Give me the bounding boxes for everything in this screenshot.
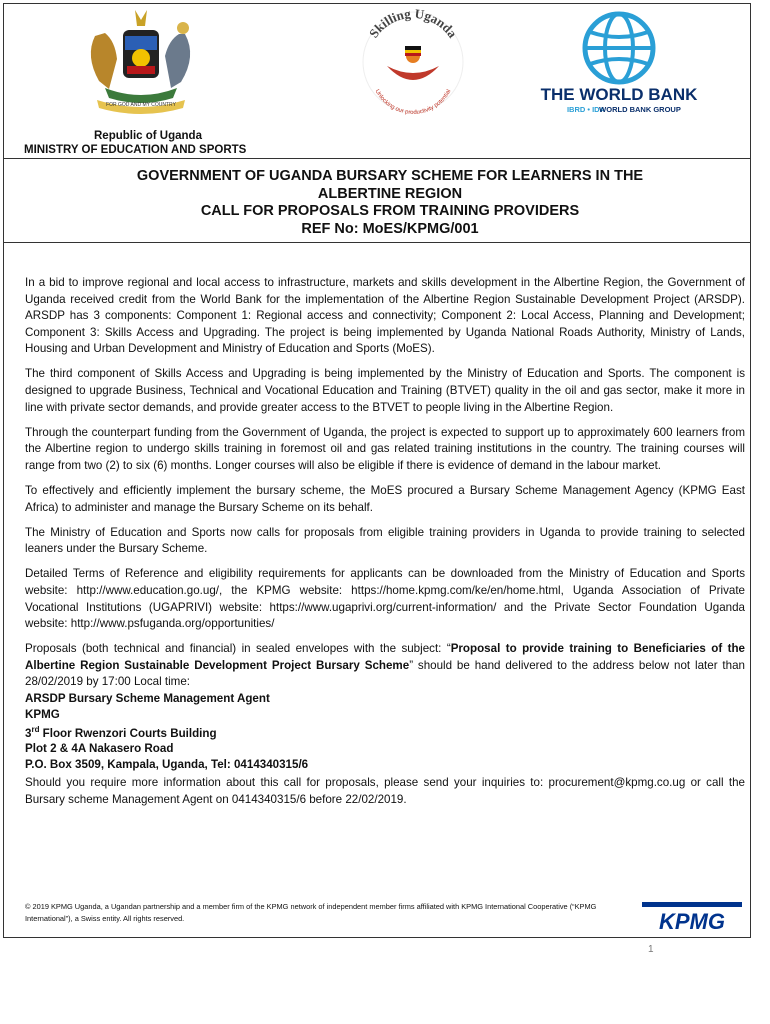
ministry-name: MINISTRY OF EDUCATION AND SPORTS xyxy=(24,144,247,156)
title-line-4: REF No: MoES/KPMG/001 xyxy=(301,220,479,237)
paragraph-4: To effectively and efficiently implement the bursary scheme, the MoES procured a Bursary Scheme Management Agency (KPMG East Africa) to administer and manage the Bursary Scheme on its behalf. xyxy=(25,484,745,514)
paragraph-3: Through the counterpart funding from the Government of Uganda, the project is expected to support up to approximately 600 learners from the Albertine region to undergo skills training in foremost oil and gas related training institutions in the country. The training courses will range from two (2) to six (6) months. Longer courses will also be eligible if there is evidence of demand in the labour market. xyxy=(25,425,745,472)
address-line-3: 3rd Floor Rwenzori Courts Building xyxy=(25,725,217,740)
paragraph-2: The third component of Skills Access and Upgrading is being implemented by the Ministry of Education and Sports. The component is designed to upgrade Business, Technical and Vocational Education and Training (BTVET) quality in the oil and gas sector, make it more in line with private sector demands, and provide greater access to the BTVET to people living in the Albertine Region. xyxy=(25,367,745,414)
address-line-2: KPMG xyxy=(25,707,60,721)
address-line-5: P.O. Box 3509, Kampala, Uganda, Tel: 0414340315/6 xyxy=(25,757,309,771)
title-line-3: CALL FOR PROPOSALS FROM TRAINING PROVIDERS xyxy=(200,203,580,219)
kpmg-logo-text: KPMG xyxy=(659,909,725,932)
paragraph-7-pre: Proposals (both technical and financial) in sealed envelopes with the subject: “ xyxy=(25,642,451,656)
paragraph-1: In a bid to improve regional and local access to infrastructure, markets and skills development in the Albertine Region, the Government of Uganda received credit from the World Bank for the implementation of the Albertine Region Sustainable Development Project (ARSDP). ARSDP has 3 components: Component 1: Regional access and connectivity; Component 2: Local Access, Planning and Development; Component 3: Skills Access and Upgrading. The project is being implemented by Uganda National Roads Authority, Ministry of Lands, Housing and Urban Development and Ministry of Education and Sports (MoES). xyxy=(25,276,745,356)
document-body xyxy=(25,275,745,817)
world-bank-group: WORLD BANK GROUP xyxy=(599,105,681,114)
paragraph-8: Should you require more information about this call for proposals, please send your inquiries to: procurement@kpmg.co.ug or call the Bursary scheme Management Agent on 0414340315/6 before 22/02/2019. xyxy=(25,776,745,807)
skilling-top-text: Skilling Uganda xyxy=(365,6,461,41)
paragraph-7-post: ” should be hand delivered to the address below not later than 28/02/2019 by 17:00 Local time: xyxy=(25,658,745,689)
title-line-1: GOVERNMENT OF UGANDA BURSARY SCHEME FOR LEARNERS IN THE xyxy=(136,168,644,184)
paragraph-6: Detailed Terms of Reference and eligibility requirements for applicants can be downloaded from the Ministry of Education and Sports website: http://www.education.go.ug/, the KPMG website: https://home.kpmg.com/ke/en/home.html, Uganda Association of Private Vocational Institutions (UGAPRIVI) website: https://www.ugaprivi.org/current-information/ and the Private Sector Foundation Uganda website: http://www.psfuganda.org/opportunities/ xyxy=(25,567,745,631)
paragraph-5: The Ministry of Education and Sports now calls for proposals from eligible training providers in Uganda to provide training to selected leaners under the Bursary Scheme. xyxy=(25,525,745,556)
address-line-1: ARSDP Bursary Scheme Management Agent xyxy=(25,692,270,706)
world-bank-ibrd-ida: IBRD • IDA xyxy=(566,105,606,114)
coat-of-arms-motto: FOR GOD AND MY COUNTRY xyxy=(106,102,176,108)
page-title xyxy=(20,168,760,238)
copyright-note: © 2019 KPMG Uganda, a Ugandan partnership and a member firm of the KPMG network of independent member firms affiliated with KPMG International Cooperative (“KPMG International”), a Swiss entity. All rights reserved. xyxy=(25,902,597,923)
world-bank-name: THE WORLD BANK xyxy=(540,85,698,104)
country-name: Republic of Uganda xyxy=(94,130,202,142)
uganda-coat-of-arms-logo xyxy=(75,6,205,118)
ministry-block xyxy=(24,129,246,157)
skilling-bottom-text: Unlocking our productivity potential xyxy=(373,88,453,117)
proposal-subject: Proposal to provide training to Beneficiaries of the Albertine Region Sustainable Development Project Bursary Scheme xyxy=(25,642,746,672)
delivery-address xyxy=(25,691,745,772)
paragraph-7 xyxy=(25,641,745,691)
world-bank-logo xyxy=(530,8,708,116)
address-line-4: Plot 2 & 4A Nakasero Road xyxy=(25,742,174,756)
skilling-uganda-logo xyxy=(347,6,479,118)
page-number: 1 xyxy=(648,944,654,955)
title-line-2: ALBERTINE REGION xyxy=(317,185,463,202)
kpmg-logo xyxy=(642,902,742,932)
